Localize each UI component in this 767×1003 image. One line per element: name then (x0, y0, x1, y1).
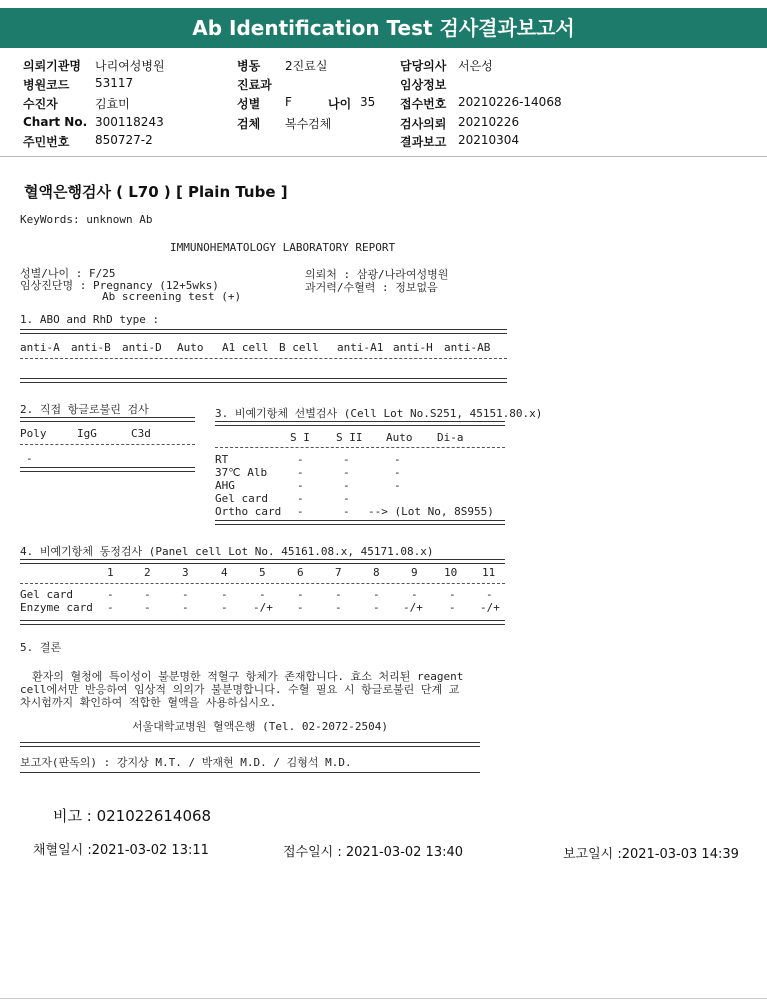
panel-cell: - (107, 601, 114, 614)
keywords: KeyWords: unknown Ab (20, 213, 153, 226)
screen-cell: - (343, 466, 350, 479)
abo-col: B cell (279, 341, 319, 354)
screen-cell: - (394, 453, 401, 466)
panel-cell: - (297, 601, 304, 614)
panel-cell: - (144, 588, 151, 601)
abo-rule-mid (20, 358, 507, 359)
panel-cell: - (373, 601, 380, 614)
report-label: 결과보고 (400, 135, 447, 149)
screen-row-label: Ortho card (215, 505, 282, 518)
panel-row-label: Gel card (20, 588, 73, 601)
panel-cell: - (449, 601, 456, 614)
panel-col: 8 (373, 566, 380, 579)
ward-value: 2진료실 (285, 59, 328, 73)
panel-cell: - (221, 588, 228, 601)
abo-col: Auto (177, 341, 204, 354)
abo-col: anti-B (71, 341, 111, 354)
screen-rule-bottom (215, 520, 505, 525)
panel-cell: - (259, 588, 266, 601)
panel-cell: -/+ (403, 601, 423, 614)
sex-value: F (285, 95, 292, 109)
reporter-rule-top2 (20, 746, 480, 747)
dat-col: Poly (20, 427, 47, 440)
screen-cell: - (343, 492, 350, 505)
panel-cell: -/+ (480, 601, 500, 614)
panel-col: 9 (411, 566, 418, 579)
section-title: 혈액은행검사 ( L70 ) [ Plain Tube ] (24, 183, 288, 201)
reporter-rule-bottom (20, 772, 480, 773)
screen-col: Di-a (437, 431, 464, 444)
screen-rule-top (215, 421, 505, 426)
request-label: 검사의뢰 (400, 117, 447, 131)
report-heading: IMMUNOHEMATOLOGY LABORATORY REPORT (170, 241, 396, 254)
panel-cell: - (373, 588, 380, 601)
panel-cell: - (411, 588, 418, 601)
dept-label: 진료과 (237, 78, 272, 92)
panel-cell: - (486, 588, 493, 601)
panel-title: 4. 비예기항체 동정검사 (Panel cell Lot No. 45161.08.x, 45171.08.x) (20, 545, 434, 558)
panel-cell: - (449, 588, 456, 601)
panel-cell: - (335, 588, 342, 601)
sex-label: 성별 (237, 97, 261, 111)
note: 비고 : 021022614068 (53, 807, 212, 825)
specimen-label: 검체 (237, 117, 261, 131)
abo-col: anti-A1 (337, 341, 384, 354)
hospital-label: 의뢰기관명 (23, 59, 81, 73)
doctor-label: 담당의사 (400, 59, 447, 73)
screen-row-label: 37℃ Alb (215, 466, 268, 479)
abo-rule-top (20, 329, 507, 334)
dat-rule-bottom (20, 467, 195, 472)
panel-col: 5 (259, 566, 266, 579)
dat-rule-top (20, 417, 195, 422)
referrer: 의뢰처 : 삼광/나라여성병원 (305, 268, 449, 281)
clinical-label: 임상정보 (400, 78, 447, 92)
dat-col: IgG (77, 427, 97, 440)
panel-cell: - (335, 601, 342, 614)
ward-label: 병동 (237, 59, 261, 73)
screen-cell: - (343, 453, 350, 466)
conclusion-line: 차시험까지 확인하여 적합한 혈액을 사용하십시오. (20, 696, 277, 709)
header-divider (0, 156, 767, 157)
screen-cell: - (297, 492, 304, 505)
panel-rule-mid (20, 583, 505, 584)
dat-col: C3d (131, 427, 151, 440)
panel-col: 4 (221, 566, 228, 579)
panel-cell: - (182, 601, 189, 614)
abo-col: anti-A (20, 341, 60, 354)
panel-cell: - (221, 601, 228, 614)
panel-col: 7 (335, 566, 342, 579)
panel-col: 11 (482, 566, 496, 579)
conclusion-title: 5. 결론 (20, 641, 62, 654)
screen-col: S II (336, 431, 363, 444)
sex-age: 성별/나이 : F/25 (20, 267, 116, 280)
chart-label: Chart No. (23, 115, 88, 129)
screen-row-label: AHG (215, 479, 235, 492)
screen-cell: - (394, 479, 401, 492)
conclusion-line: 환자의 혈청에 특이성이 불분명한 적혈구 항체가 존재합니다. 효소 처리된 reagent (32, 670, 464, 683)
dat-rule-mid (20, 444, 195, 445)
screen-col: S I (290, 431, 310, 444)
collected-time: 채혈일시 :2021-03-02 13:11 (33, 843, 209, 858)
code-value: 53117 (95, 76, 134, 90)
screen-title: 3. 비예기항체 선별검사 (Cell Lot No.S251, 45151.80.x) (215, 407, 543, 420)
rrn-value: 850727-2 (95, 133, 153, 147)
screen-row-label: RT (215, 453, 229, 466)
panel-cell: - (182, 588, 189, 601)
screen-rule-mid (215, 447, 505, 448)
screen-cell: - (343, 479, 350, 492)
dat-title: 2. 직접 항글로불린 검사 (20, 403, 149, 416)
receipt-value: 20210226-14068 (458, 95, 562, 109)
abo-col: anti-H (393, 341, 433, 354)
screen-cell: - (297, 479, 304, 492)
screen-cell: - (297, 453, 304, 466)
conclusion-line: cell에서만 반응하여 임상적 의의가 불분명합니다. 수혈 필요 시 항글로불린 단계 교 (20, 683, 460, 696)
screen-cell: --> (Lot No, 8S955) (368, 505, 494, 518)
chart-value: 300118243 (95, 115, 164, 129)
diagnosis-line2: Ab screening test (+) (102, 290, 242, 303)
panel-cell: - (297, 588, 304, 601)
receipt-label: 접수번호 (400, 97, 447, 111)
dat-value: - (26, 452, 33, 465)
doctor-value: 서은성 (458, 59, 493, 73)
panel-col: 6 (297, 566, 304, 579)
screen-cell: - (343, 505, 350, 518)
panel-col: 10 (444, 566, 458, 579)
request-value: 20210226 (458, 115, 520, 129)
age-value: 35 (360, 95, 376, 109)
abo-col: A1 cell (222, 341, 269, 354)
reported-time: 보고일시 :2021-03-03 14:39 (563, 847, 739, 862)
age-label: 나이 (328, 97, 352, 111)
panel-rule-top (20, 559, 505, 564)
code-label: 병원코드 (23, 78, 70, 92)
page-bottom-border (0, 998, 767, 999)
panel-cell: -/+ (253, 601, 273, 614)
screen-cell: - (297, 466, 304, 479)
report-value: 20210304 (458, 133, 520, 147)
panel-col: 3 (182, 566, 189, 579)
screen-cell: - (297, 505, 304, 518)
panel-cell: - (107, 588, 114, 601)
screen-col: Auto (386, 431, 413, 444)
panel-rule-bottom (20, 620, 505, 625)
hospital-value: 나리여성병원 (95, 59, 165, 73)
received-time: 접수일시 : 2021-03-02 13:40 (283, 845, 464, 860)
patient-value: 김효미 (95, 97, 130, 111)
panel-col: 2 (144, 566, 151, 579)
panel-cell: - (144, 601, 151, 614)
bloodbank: 서울대학교병원 혈액은행 (Tel. 02-2072-2504) (132, 720, 388, 733)
abo-title: 1. ABO and RhD type : (20, 313, 160, 326)
rrn-label: 주민번호 (23, 135, 70, 149)
diagnosis-line1: 임상진단명 : Pregnancy (12+5wks) (20, 279, 219, 292)
specimen-value: 복수검체 (285, 117, 332, 131)
reporter-rule-top (20, 742, 480, 743)
panel-col: 1 (107, 566, 114, 579)
history: 과거력/수혈력 : 정보없음 (305, 281, 438, 294)
patient-label: 수진자 (23, 97, 58, 111)
report-title: Ab Identification Test 검사결과보고서 (0, 8, 767, 48)
screen-cell: - (394, 466, 401, 479)
screen-row-label: Gel card (215, 492, 268, 505)
panel-row-label: Enzyme card (20, 601, 93, 614)
abo-col: anti-D (122, 341, 162, 354)
abo-col: anti-AB (444, 341, 491, 354)
reporter: 보고자(판독의) : 강지상 M.T. / 박재현 M.D. / 김형석 M.D. (20, 756, 352, 769)
abo-rule-bottom (20, 378, 507, 383)
